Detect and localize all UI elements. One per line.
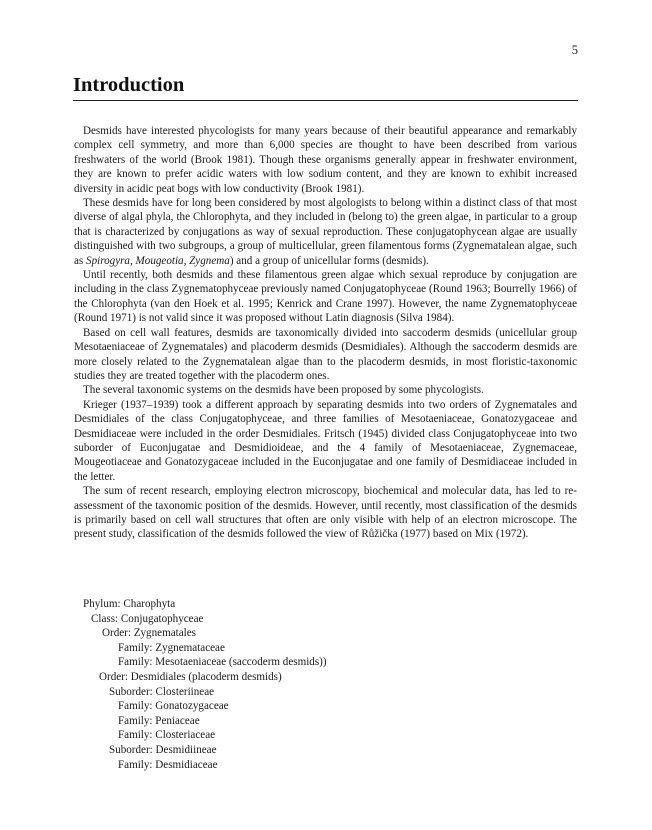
- taxonomy-row: Order: Desmidiales (placoderm desmids): [99, 670, 282, 683]
- taxonomy-row: Class: Conjugatophyceae: [91, 612, 204, 625]
- taxonomy-row: Family: Zygnemataceae: [118, 641, 225, 654]
- body-paragraph: [74, 398, 577, 484]
- body-paragraph: [74, 383, 577, 397]
- taxonomy-row: Phylum: Charophyta: [83, 598, 176, 610]
- paragraph-text: Desmids have interested phycologists for many years because of their beautiful appearance and remarkably complex cell symmetry, and more than 6,000 species are thought to have been described from various freshwaters of the world (Brook 1981). Though these organisms generally appear in freshwater environment, they are known to prefer acidic waters with low sodium content, and they are known to exhibit increased diversity in acidic peat bogs with low conductivity (Brook 1981).: [74, 125, 577, 195]
- paragraph-text: The sum of recent research, employing electron microscopy, biochemical and molecular data, has led to re-assessment of the taxonomic position of the desmids. However, until recently, most classification of the desmids is primarily based on cell wall structures that often are only visible with help of an electron microscope. The present study, classification of the desmids followed the view of Růžička (1977) based on Mix (1972).: [74, 485, 577, 541]
- taxonomy-row: Suborder: Closteriineae: [109, 685, 215, 698]
- body-paragraph: [74, 484, 577, 542]
- italic-text: Spirogyra, Mougeotia, Zygnema: [86, 254, 230, 267]
- taxonomy-row: Family: Mesotaeniaceae (saccoderm desmids)): [118, 656, 327, 669]
- page-number: 5: [571, 43, 578, 57]
- taxonomy-row: Family: Gonatozygaceae: [118, 700, 229, 713]
- paragraph-text: These desmids have for long been considered by most algologists to belong within a distinct class of that most diverse of algal phyla, the Chlorophyta, and they included in (belong to) the green algae, in particular to a group that is characterized by conjugations as way of sexual reproduction. These conjugatophycean algae are usually distinguished with two subgroups, a group of multicellular, green filamentous forms (Zygnematalean algae, such as: [74, 197, 577, 267]
- paragraph-text: Based on cell wall features, desmids are taxonomically divided into saccoderm desmids (unicellular group Mesotaeniaceae of Zygnematales) and placoderm desmids (Desmidiales). Although the saccoderm desmids are more closely related to the Zygnematalean algae than to the placoderm desmids, in most floristic-taxonomic studies they are treated together with the placoderm ones.: [74, 326, 577, 382]
- paragraph-text: Until recently, both desmids and these filamentous green algae which sexual reproduce by conjugation are including in the class Zygnematophyceae previously named Conjugatophyceae (Round 1963; Bourrelly 1966) of the Chlorophyta (van den Hoek et al. 1995; Kenrick and Crane 1997). However, the name Zygnematophyceae (Round 1971) is not valid since it was proposed without Latin diagnosis (Silva 1984).: [74, 269, 577, 325]
- taxonomy-row: Order: Zygnematales: [102, 627, 196, 640]
- body-text: [74, 124, 577, 542]
- taxonomy-row: Family: Closteriaceae: [118, 729, 216, 742]
- body-paragraph: [74, 326, 577, 384]
- paragraph-text: Krieger (1937–1939) took a different approach by separating desmids into two orders of Zygnematales and Desmidiales of the class Conjugatophyceae, and three families of Mesotaeniaceae, Gonatozygaceae and Desmidiaceae were included in the order Desmidiales. Fritsch (1945) divided class Conjugatophyceae into two suborder of Euconjugatae and Desmidioideae, and the 4 family of Mesotaeniaceae, Zygnemaceae, Mougeotiaceae and Gonatozygaceae included in the Euconjugatae and one family of Desmidiaceae included in the letter.: [74, 398, 577, 483]
- body-paragraph: [74, 268, 577, 326]
- body-paragraph: [74, 124, 577, 196]
- taxonomy-list: [83, 597, 327, 772]
- taxonomy-row: Family: Desmidiaceae: [118, 758, 218, 771]
- taxonomy-row: Suborder: Desmidiineae: [109, 743, 217, 756]
- chapter-title: Introduction: [73, 74, 578, 101]
- paragraph-text: ) and a group of unicellular forms (desmids).: [229, 254, 429, 267]
- taxonomy-row: Family: Peniaceae: [118, 714, 200, 727]
- paragraph-text: The several taxonomic systems on the desmids have been proposed by some phycologists.: [83, 384, 484, 397]
- body-paragraph: [74, 196, 577, 268]
